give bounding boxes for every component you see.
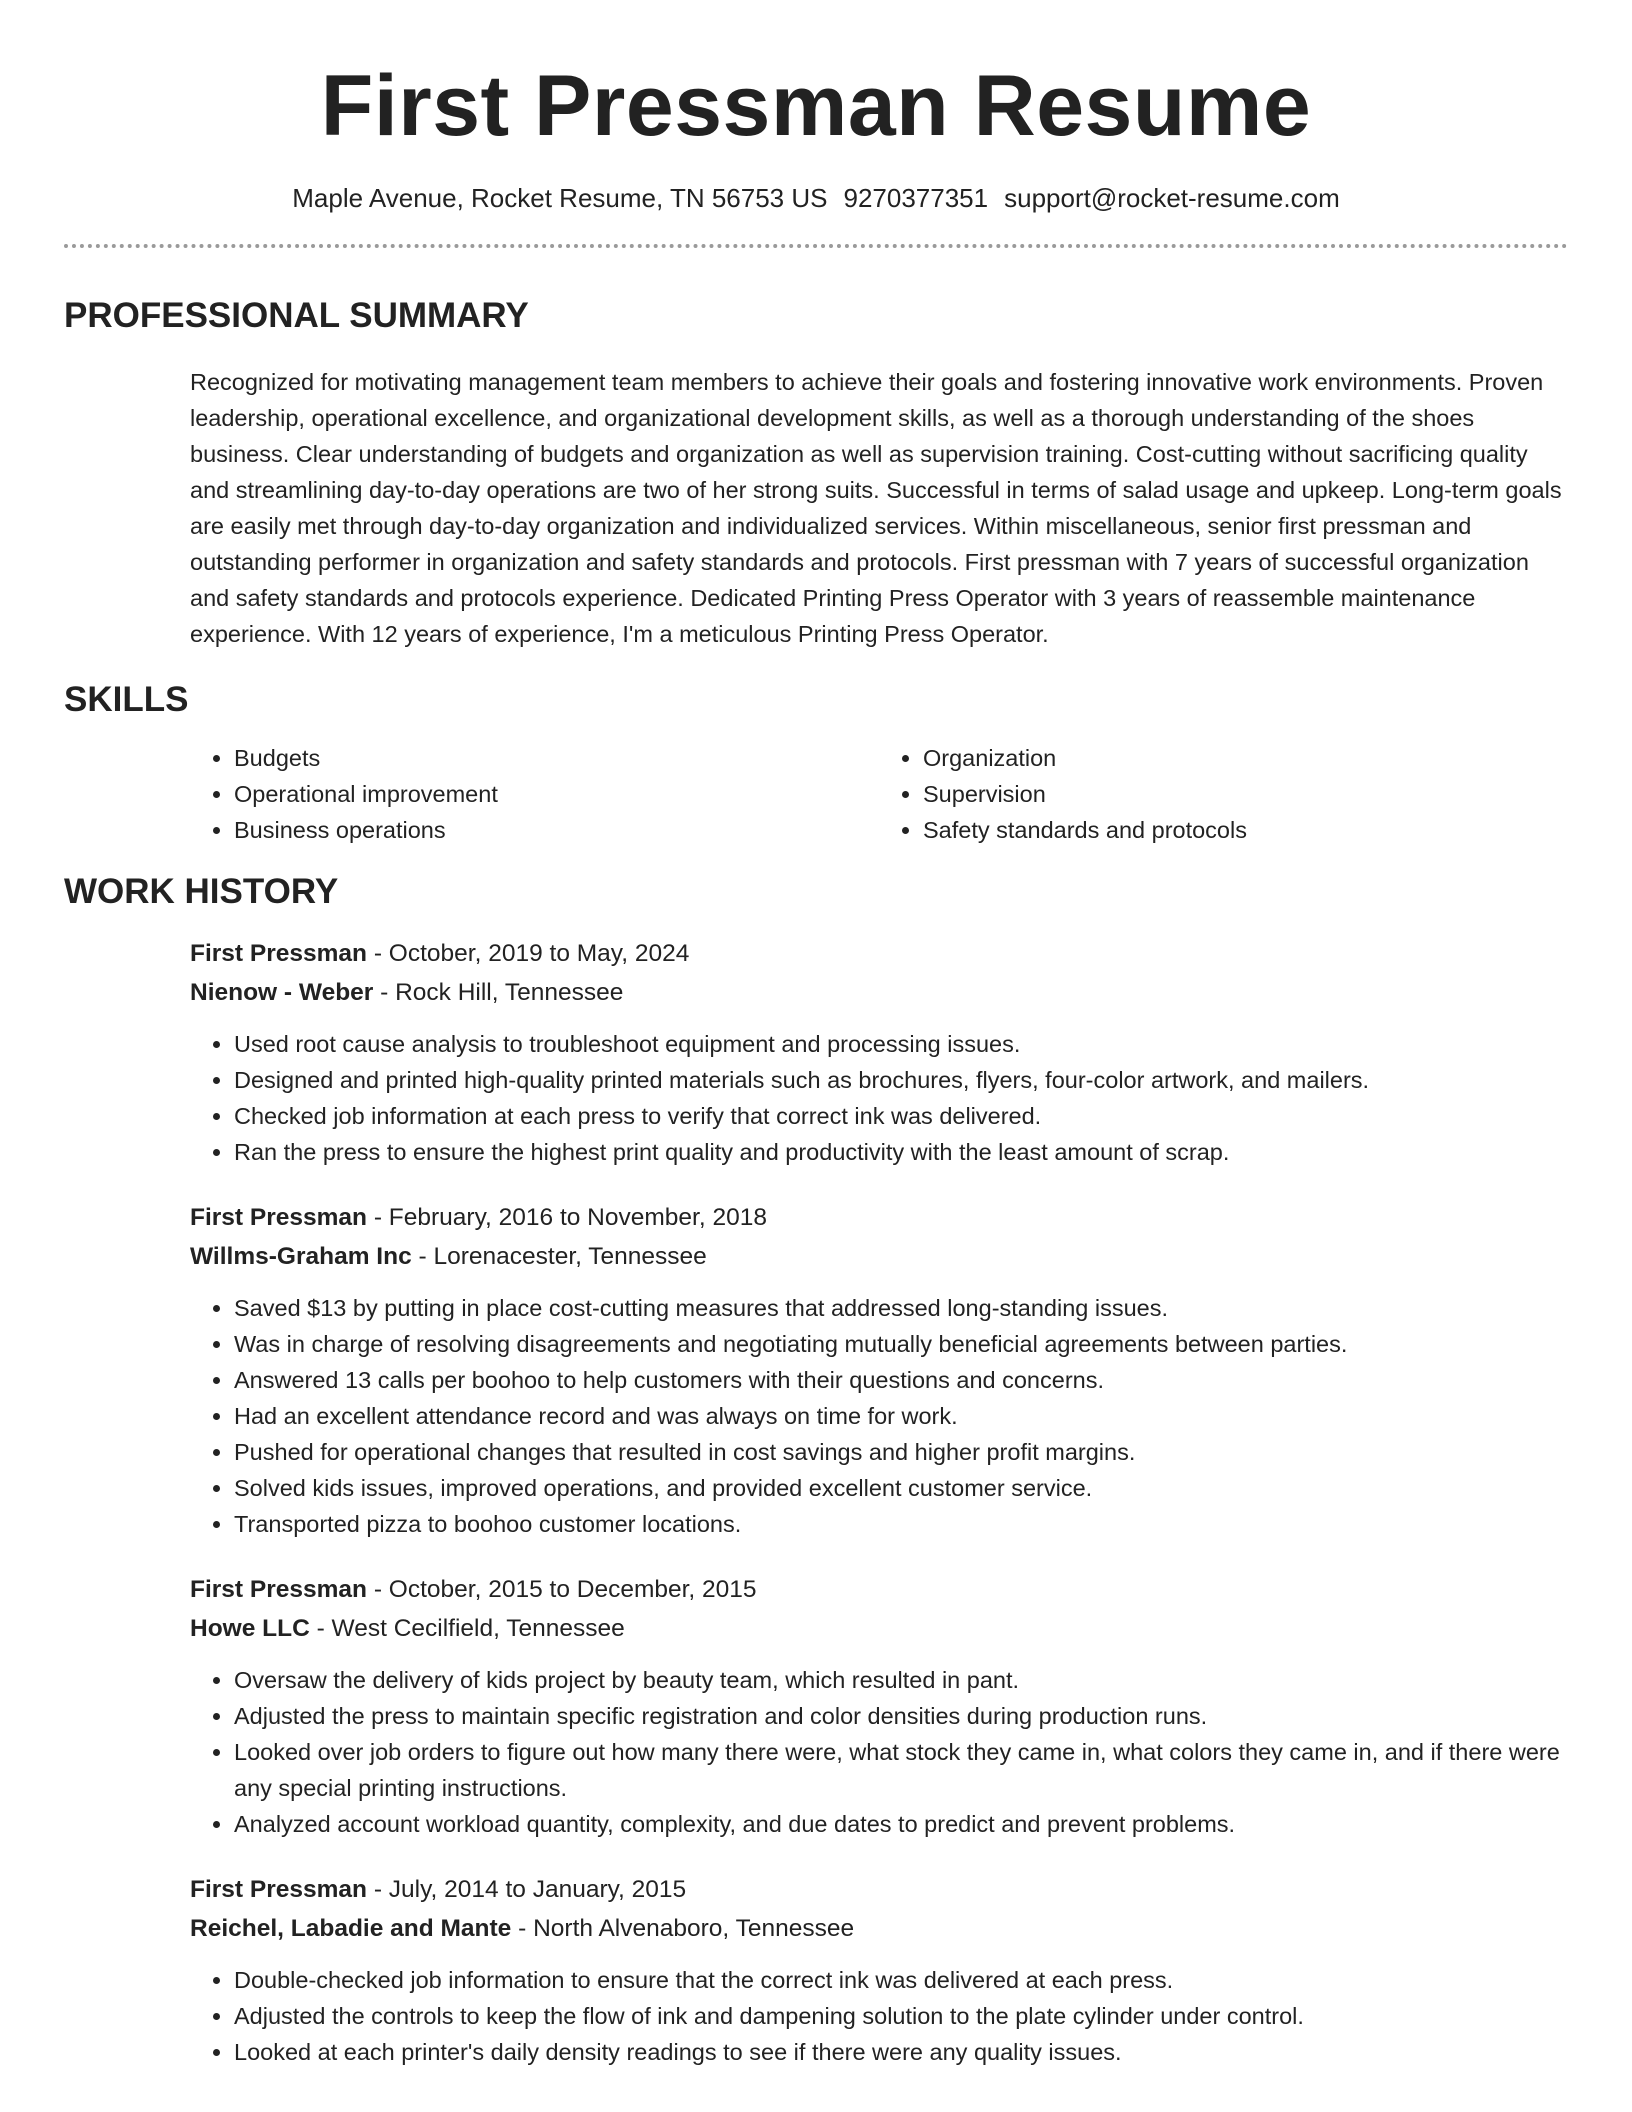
- job-bullets: [190, 1962, 1568, 2070]
- job-title: First Pressman: [190, 940, 368, 967]
- job-bullets: [190, 1662, 1568, 1842]
- job-bullet: • Ran the press to ensure the highest print quality and productivity with the least amount of scrap.: [234, 1134, 1568, 1170]
- job-bullets: [190, 1290, 1568, 1542]
- job-bullet: • Adjusted the controls to keep the flow of ink and dampening solution to the plate cylinder under control.: [234, 1998, 1568, 2034]
- job-bullet: • Was in charge of resolving disagreements and negotiating mutually beneficial agreements between parties.: [234, 1326, 1568, 1362]
- job-company: Nienow - Weber: [190, 979, 374, 1006]
- job-bullet: • Checked job information at each press to verify that correct ink was delivered.: [234, 1098, 1568, 1134]
- skills-column-left: [190, 740, 879, 848]
- work-heading: WORK HISTORY: [64, 872, 339, 911]
- work-section: [64, 870, 1568, 2070]
- job-bullet: • Answered 13 calls per boohoo to help customers with their questions and concerns.: [234, 1362, 1568, 1398]
- job-bullet: • Looked over job orders to figure out how many there were, what stock they came in, what colors they came in, and if there were any special printing instructions.: [234, 1734, 1568, 1806]
- job-bullet: • Designed and printed high-quality printed materials such as brochures, flyers, four-color artwork, and mailers.: [234, 1062, 1568, 1098]
- skill-item: • Safety standards and protocols: [923, 812, 1568, 848]
- contact-phone: 9270377351: [843, 183, 989, 213]
- skill-item: • Operational improvement: [234, 776, 879, 812]
- job-bullet: • Had an excellent attendance record and was always on time for work.: [234, 1398, 1568, 1434]
- job-company-line: [190, 1237, 1568, 1276]
- summary-heading: PROFESSIONAL SUMMARY: [64, 296, 529, 335]
- page-title: First Pressman Resume: [320, 58, 1312, 154]
- job-company: Howe LLC: [190, 1615, 310, 1642]
- job-location: - Rock Hill, Tennessee: [373, 979, 624, 1006]
- job-dates: - October, 2015 to December, 2015: [367, 1576, 757, 1603]
- job-bullet: • Looked at each printer's daily density readings to see if there were any quality issues.: [234, 2034, 1568, 2070]
- job-title-line: [190, 1870, 1568, 1909]
- job-entry: [190, 1870, 1568, 2070]
- contact-email[interactable]: support@rocket-resume.com: [1004, 183, 1340, 213]
- job-title: First Pressman: [190, 1576, 368, 1603]
- job-bullet: • Oversaw the delivery of kids project by beauty team, which resulted in pant.: [234, 1662, 1568, 1698]
- job-dates: - February, 2016 to November, 2018: [367, 1204, 767, 1231]
- job-entry: [190, 934, 1568, 1170]
- job-location: - North Alvenaboro, Tennessee: [511, 1915, 855, 1942]
- job-title: First Pressman: [190, 1876, 368, 1903]
- job-dates: - October, 2019 to May, 2024: [367, 940, 690, 967]
- job-title-line: [190, 1570, 1568, 1609]
- job-bullets: [190, 1026, 1568, 1170]
- job-title-line: [190, 934, 1568, 973]
- skills-column-right: [879, 740, 1568, 848]
- job-bullet: • Solved kids issues, improved operations, and provided excellent customer service.: [234, 1470, 1568, 1506]
- job-bullet: • Transported pizza to boohoo customer locations.: [234, 1506, 1568, 1542]
- job-bullet: • Adjusted the press to maintain specific registration and color densities during production runs.: [234, 1698, 1568, 1734]
- header-divider: [64, 244, 1568, 248]
- skills-list: [190, 740, 1568, 848]
- job-company-line: [190, 1609, 1568, 1648]
- job-title-line: [190, 1198, 1568, 1237]
- job-company: Reichel, Labadie and Mante: [190, 1915, 512, 1942]
- job-bullet: • Saved $13 by putting in place cost-cutting measures that addressed long-standing issues.: [234, 1290, 1568, 1326]
- job-location: - West Cecilfield, Tennessee: [309, 1615, 625, 1642]
- skill-item: • Budgets: [234, 740, 879, 776]
- skill-item: • Business operations: [234, 812, 879, 848]
- job-company: Willms-Graham Inc: [190, 1243, 412, 1270]
- skills-section: [64, 678, 1568, 848]
- contact-address: Maple Avenue, Rocket Resume, TN 56753 US: [292, 183, 828, 213]
- job-bullet: • Pushed for operational changes that resulted in cost savings and higher profit margins.: [234, 1434, 1568, 1470]
- job-bullet: • Double-checked job information to ensure that the correct ink was delivered at each press.: [234, 1962, 1568, 1998]
- skills-heading: SKILLS: [64, 680, 189, 719]
- contact-line: [64, 180, 1568, 216]
- job-bullet: • Analyzed account workload quantity, complexity, and due dates to predict and prevent problems.: [234, 1806, 1568, 1842]
- job-company-line: [190, 1909, 1568, 1948]
- job-location: - Lorenacester, Tennessee: [411, 1243, 707, 1270]
- job-entry: [190, 1570, 1568, 1842]
- job-bullet: • Used root cause analysis to troubleshoot equipment and processing issues.: [234, 1026, 1568, 1062]
- skill-item: • Supervision: [923, 776, 1568, 812]
- job-title: First Pressman: [190, 1204, 368, 1231]
- job-company-line: [190, 973, 1568, 1012]
- resume-page: [64, 0, 1568, 2070]
- job-dates: - July, 2014 to January, 2015: [367, 1876, 687, 1903]
- job-entry: [190, 1198, 1568, 1542]
- summary-section: [64, 294, 1568, 652]
- summary-text: Recognized for motivating management team members to achieve their goals and fostering innovative work environments. Proven leadership, operational excellence, and organizational development skills, as well as a thorough understanding of the shoes business. Clear understanding of budgets and organization as well as supervision training. Cost-cutting without sacrificing quality and streamlining day-to-day operations are two of her strong suits. Successful in terms of salad usage and upkeep. Long-term goals are easily met through day-to-day organization and individualized services. Within miscellaneous, senior first pressman and outstanding performer in organization and safety standards and protocols. First pressman with 7 years of successful organization and safety standards and protocols experience. Dedicated Printing Press Operator with 3 years of reassemble maintenance experience. With 12 years of experience, I'm a meticulous Printing Press Operator.: [190, 369, 1562, 647]
- skill-item: • Organization: [923, 740, 1568, 776]
